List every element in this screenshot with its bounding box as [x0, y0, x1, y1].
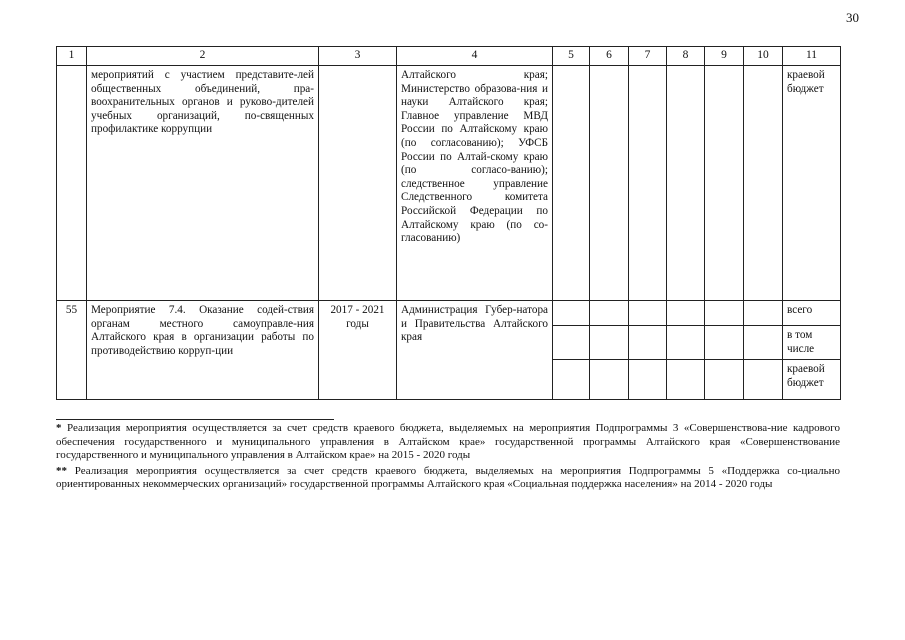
value-cell: [629, 301, 667, 326]
header-cell: 1: [57, 47, 87, 66]
header-cell: 2: [87, 47, 319, 66]
value-cell: [744, 326, 783, 360]
value-cell: [590, 66, 629, 301]
value-cell: [744, 360, 783, 400]
header-cell: 8: [667, 47, 705, 66]
table-row: [57, 301, 841, 326]
executors-cell: Администрация Губер-натора и Правительства Алтайского края: [397, 301, 553, 400]
source-cell: краевой бюджет: [783, 66, 841, 301]
value-cell: [667, 301, 705, 326]
value-cell: [705, 66, 744, 301]
header-cell: 5: [553, 47, 590, 66]
value-cell: [744, 301, 783, 326]
header-cell: 10: [744, 47, 783, 66]
value-cell: [667, 360, 705, 400]
value-cell: [590, 301, 629, 326]
row-number-cell: [57, 66, 87, 301]
footnote-mark: **: [56, 464, 67, 477]
table-header-row: [57, 47, 841, 66]
value-cell: [553, 326, 590, 360]
period-cell: 2017 - 2021 годы: [319, 301, 397, 400]
value-cell: [629, 360, 667, 400]
footnote-divider: [56, 419, 334, 420]
header-cell: 6: [590, 47, 629, 66]
header-cell: 9: [705, 47, 744, 66]
header-cell: 4: [397, 47, 553, 66]
source-cell: всего: [783, 301, 841, 326]
period-cell: [319, 66, 397, 301]
value-cell: [590, 326, 629, 360]
header-cell: 3: [319, 47, 397, 66]
source-cell: в том числе: [783, 326, 841, 360]
header-cell: 11: [783, 47, 841, 66]
footnote-text: Реализация мероприятия осуществляется за счет средств краевого бюджета, выделяемых на мероприятия Подпрограммы 5 «Поддержка со-циально ориентированных некоммерческих организаций» государственной программы Алтайского края «Социальная поддержка населения» на 2014 - 2020 годы: [56, 464, 840, 491]
value-cell: [705, 326, 744, 360]
footnote-text: Реализация мероприятия осуществляется за счет средств краевого бюджета, выделяемых на мероприятия Подпрограммы 3 «Совершенствова-ние кадрового обеспечения государственного и муниципального управления в Алтайском крае» государственной программы Алтайского края «Совершенствование государственного и муниципального управления в Алтайском крае» на 2015 - 2020 годы: [56, 422, 840, 462]
executors-cell: Алтайского края; Министерство образова-ния и науки Алтайского края; Главное управление МВД России по Алтайскому краю (по согласованию); УФСБ России по Алтай-скому краю (по согласо-ванию); следственное управление Следственного комитета Российской Федерации по Алтайскому краю (по со-гласованию): [397, 66, 553, 301]
value-cell: [553, 301, 590, 326]
table-row: [57, 66, 841, 301]
value-cell: [705, 301, 744, 326]
value-cell: [553, 66, 590, 301]
measure-cell: мероприятий с участием представите-лей общественных объединений, пра-воохранительных органов и руково-дителей учебных организаций, по-священных профилактике коррупции: [87, 66, 319, 301]
value-cell: [705, 360, 744, 400]
footnote-2: [56, 465, 840, 492]
value-cell: [667, 326, 705, 360]
value-cell: [590, 360, 629, 400]
source-cell: краевой бюджет: [783, 360, 841, 400]
value-cell: [553, 360, 590, 400]
header-cell: 7: [629, 47, 667, 66]
row-number-cell: 55: [57, 301, 87, 400]
footnote-mark: *: [56, 422, 62, 434]
value-cell: [629, 66, 667, 301]
measures-table: [56, 46, 841, 400]
page-number: 30: [846, 10, 859, 25]
value-cell: [744, 66, 783, 301]
footnote-1: [56, 422, 840, 463]
value-cell: [667, 66, 705, 301]
measure-cell: Мероприятие 7.4. Оказание содей-ствия органам местного самоуправле-ния Алтайского края в организации работы по противодействию корруп-ции: [87, 301, 319, 400]
footnotes: [56, 422, 840, 494]
value-cell: [629, 326, 667, 360]
